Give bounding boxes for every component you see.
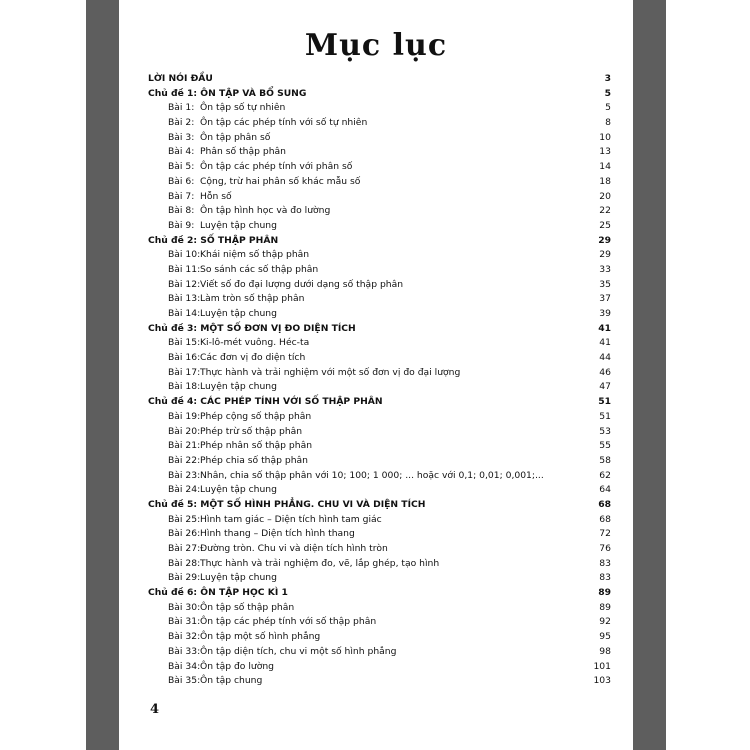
toc-lesson-number: Bài 29: — [168, 572, 201, 584]
toc-page-number: 62 — [599, 469, 611, 481]
toc-lesson-row — [148, 219, 611, 234]
toc-lesson-title: Thực hành và trải nghiệm với một số đơn vị đo đại lượng — [200, 366, 461, 378]
toc-lesson-title: Ôn tập chung — [200, 675, 263, 687]
toc-entry-label — [168, 601, 294, 616]
toc-lesson-number: Bài 18: — [168, 381, 201, 393]
toc-entry-label — [168, 336, 309, 351]
toc-page-number: 89 — [598, 587, 611, 599]
toc-page-number: 46 — [599, 366, 611, 378]
toc-lesson-title: Ôn tập một số hình phẳng — [200, 631, 321, 643]
toc-lesson-title: Ôn tập các phép tính với phân số — [200, 161, 353, 173]
toc-page-number: 29 — [599, 249, 611, 261]
toc-lesson-row — [148, 454, 611, 469]
toc-page-number: 68 — [598, 498, 611, 510]
toc-entry-label — [168, 674, 262, 689]
toc-entry-label: Chủ đề 3: MỘT SỐ ĐƠN VỊ ĐO DIỆN TÍCH — [148, 322, 356, 334]
toc-lesson-title: Các đơn vị đo diện tích — [200, 352, 306, 364]
page-title: Mục lục — [304, 28, 448, 63]
toc-page-number: 76 — [599, 543, 611, 554]
toc-page-number: 72 — [599, 528, 611, 540]
toc-section-row — [148, 395, 611, 410]
page-number: 4 — [150, 702, 160, 717]
toc-entry-label — [168, 131, 270, 146]
toc-lesson-row — [148, 263, 611, 278]
toc-entry-label: Chủ đề 5: MỘT SỐ HÌNH PHẲNG. CHU VI VÀ DIỆN TÍCH — [148, 498, 426, 510]
toc-entry-label — [168, 204, 330, 219]
toc-lesson-number: Bài 22: — [168, 454, 201, 466]
toc-lesson-number: Bài 14: — [168, 308, 201, 319]
toc-lesson-row — [148, 248, 611, 263]
toc-page-number: 53 — [599, 425, 611, 437]
toc-entry-label — [168, 116, 367, 131]
toc-entry-label — [168, 278, 403, 293]
toc-entry-label — [168, 425, 302, 440]
toc-lesson-number: Bài 10: — [168, 249, 201, 261]
toc-page-number: 68 — [599, 513, 611, 525]
toc-lesson-number: Bài 35: — [168, 675, 201, 687]
toc-lesson-title: Ôn tập hình học và đo lường — [200, 205, 331, 217]
toc-lesson-row — [148, 542, 611, 557]
toc-entry-label — [168, 292, 304, 307]
toc-entry-label — [168, 439, 312, 454]
toc-section-row — [148, 586, 611, 601]
toc-lesson-row — [148, 380, 611, 395]
toc-entry-label — [168, 307, 277, 322]
toc-entry-label — [168, 454, 308, 469]
toc-lesson-number: Bài 17: — [168, 366, 201, 378]
toc-lesson-row — [148, 571, 611, 586]
toc-entry-label — [168, 248, 309, 263]
toc-lesson-title: Phép trừ số thập phân — [200, 425, 303, 437]
toc-entry-label: Chủ đề 6: ÔN TẬP HỌC KÌ 1 — [148, 587, 288, 599]
toc-entry-label — [168, 469, 544, 484]
toc-lesson-number: Bài 16: — [168, 352, 201, 364]
toc-lesson-row — [148, 425, 611, 440]
toc-page-number: 5 — [605, 102, 611, 114]
toc-lesson-number: Bài 2: — [168, 117, 195, 129]
toc-entry-label — [168, 557, 439, 572]
toc-lesson-title: Viết số đo đại lượng dưới dạng số thập phân — [200, 278, 404, 290]
toc-page-number: 33 — [599, 263, 611, 275]
toc-lesson-row — [148, 351, 611, 366]
toc-lesson-number: Bài 4: — [168, 146, 195, 158]
toc-page-number: 47 — [599, 381, 611, 393]
toc-page-number: 13 — [599, 146, 611, 158]
toc-lesson-number: Bài 11: — [168, 263, 201, 275]
toc-entry-label — [168, 571, 277, 586]
toc-lesson-row — [148, 190, 611, 205]
toc-page-number: 51 — [599, 410, 611, 422]
toc-lesson-row — [148, 527, 611, 542]
toc-page-number: 98 — [599, 645, 611, 657]
toc-page-number: 20 — [599, 190, 611, 202]
toc-lesson-number: Bài 13: — [168, 293, 201, 305]
toc-page-number: 41 — [599, 337, 611, 349]
toc-lesson-title: Luyện tập chung — [200, 572, 277, 584]
toc-lesson-row — [148, 439, 611, 454]
toc-entry-label — [168, 351, 305, 366]
toc-entry-label — [168, 483, 277, 498]
toc-entry-label — [168, 190, 232, 205]
toc-lesson-row — [148, 630, 611, 645]
document-page — [119, 0, 633, 750]
toc-lesson-title: Ôn tập các phép tính với số tự nhiên — [200, 117, 368, 129]
table-of-contents — [148, 72, 611, 689]
toc-lesson-title: Phân số thập phân — [200, 146, 286, 158]
toc-lesson-title: So sánh các số thập phân — [200, 263, 319, 275]
toc-section-row — [148, 234, 611, 249]
toc-entry-label — [168, 630, 320, 645]
toc-lesson-title: Hình thang – Diện tích hình thang — [200, 528, 355, 540]
toc-lesson-title: Phép nhân số thập phân — [200, 440, 313, 452]
toc-page-number: 83 — [599, 572, 611, 584]
toc-page-number: 8 — [605, 117, 611, 129]
toc-entry-label — [168, 175, 360, 190]
toc-lesson-number: Bài 26: — [168, 528, 201, 540]
toc-lesson-title: Luyện tập chung — [200, 308, 277, 319]
toc-lesson-title: Ôn tập các phép tính với số thập phân — [200, 616, 377, 628]
toc-lesson-row — [148, 366, 611, 381]
toc-entry-label — [168, 615, 376, 630]
toc-page-number: 39 — [599, 308, 611, 319]
toc-lesson-title: Phép cộng số thập phân — [200, 410, 312, 422]
toc-lesson-number: Bài 12: — [168, 278, 201, 290]
toc-page-number: 14 — [599, 161, 611, 173]
toc-entry-label — [168, 660, 274, 675]
toc-lesson-number: Bài 21: — [168, 440, 201, 452]
toc-page-number: 103 — [593, 675, 611, 687]
toc-lesson-row — [148, 307, 611, 322]
toc-lesson-row — [148, 336, 611, 351]
toc-lesson-title: Nhân, chia số thập phân với 10; 100; 1 000; ... hoặc với 0,1; 0,01; 0,001;... — [200, 469, 544, 481]
toc-lesson-row — [148, 204, 611, 219]
toc-section-row — [148, 87, 611, 102]
toc-page-number: 89 — [599, 601, 611, 613]
toc-lesson-row — [148, 645, 611, 660]
toc-page-number: 25 — [599, 219, 611, 231]
toc-page-number: 51 — [598, 396, 611, 408]
toc-lesson-title: Khái niệm số thập phân — [200, 249, 310, 261]
toc-entry-label — [168, 410, 311, 425]
toc-lesson-title: Làm tròn số thập phân — [200, 293, 305, 305]
toc-section-row — [148, 322, 611, 337]
toc-lesson-number: Bài 15: — [168, 337, 201, 349]
toc-lesson-title: Ôn tập số tự nhiên — [200, 102, 286, 114]
toc-page-number: 95 — [599, 631, 611, 643]
toc-entry-label — [168, 219, 277, 234]
toc-page-number: 58 — [599, 454, 611, 466]
toc-lesson-number: Bài 5: — [168, 161, 195, 173]
toc-lesson-number: Bài 33: — [168, 645, 201, 657]
toc-lesson-row — [148, 175, 611, 190]
toc-lesson-number: Bài 19: — [168, 410, 201, 422]
toc-lesson-title: Hỗn số — [200, 190, 232, 202]
toc-entry-label — [168, 263, 318, 278]
toc-entry-label — [168, 145, 286, 160]
toc-lesson-number: Bài 31: — [168, 616, 201, 628]
toc-lesson-row — [148, 160, 611, 175]
toc-entry-label — [168, 101, 285, 116]
toc-lesson-number: Bài 20: — [168, 425, 201, 437]
toc-lesson-number: Bài 6: — [168, 175, 195, 187]
toc-lesson-title: Luyện tập chung — [200, 381, 277, 393]
toc-lesson-row — [148, 116, 611, 131]
right-margin-band — [633, 0, 666, 750]
toc-page-number: 5 — [604, 87, 611, 99]
toc-lesson-number: Bài 24: — [168, 484, 201, 496]
toc-lesson-title: Ki-lô-mét vuông. Héc-ta — [200, 337, 310, 349]
toc-lesson-title: Luyện tập chung — [200, 484, 277, 496]
toc-page-number: 92 — [599, 616, 611, 628]
toc-lesson-number: Bài 3: — [168, 131, 195, 143]
toc-lesson-title: Thực hành và trải nghiệm đo, vẽ, lắp ghép, tạo hình — [200, 557, 440, 569]
toc-lesson-row — [148, 131, 611, 146]
toc-lesson-number: Bài 9: — [168, 219, 195, 231]
toc-entry-label — [168, 542, 388, 557]
toc-entry-label — [168, 645, 396, 660]
toc-page-number: 37 — [599, 293, 611, 305]
toc-entry-label — [168, 527, 355, 542]
toc-lesson-number: Bài 27: — [168, 543, 201, 554]
toc-page-number: 29 — [598, 234, 611, 246]
toc-lesson-number: Bài 30: — [168, 601, 201, 613]
toc-lesson-title: Phép chia số thập phân — [200, 454, 308, 466]
toc-lesson-row — [148, 601, 611, 616]
toc-lesson-row — [148, 101, 611, 116]
toc-lesson-row — [148, 278, 611, 293]
toc-lesson-title: Hình tam giác – Diện tích hình tam giác — [200, 513, 382, 525]
toc-lesson-title: Ôn tập phân số — [200, 131, 271, 143]
toc-lesson-row — [148, 557, 611, 572]
toc-lesson-number: Bài 25: — [168, 513, 201, 525]
toc-lesson-row — [148, 483, 611, 498]
toc-page-number: 64 — [599, 484, 611, 496]
toc-page-number: 41 — [598, 322, 611, 334]
toc-entry-label: Chủ đề 2: SỐ THẬP PHÂN — [148, 234, 279, 246]
toc-lesson-title: Luyện tập chung — [200, 219, 277, 231]
toc-entry-label: LỜI NÓI ĐẦU — [148, 73, 213, 84]
toc-entry-label: Chủ đề 1: ÔN TẬP VÀ BỔ SUNG — [148, 87, 307, 99]
toc-lesson-row — [148, 469, 611, 484]
toc-lesson-number: Bài 8: — [168, 205, 195, 217]
toc-lesson-number: Bài 34: — [168, 660, 201, 672]
toc-lesson-title: Ôn tập đo lường — [200, 660, 274, 672]
toc-lesson-row — [148, 410, 611, 425]
toc-page-number: 35 — [599, 278, 611, 290]
toc-page-number: 55 — [599, 440, 611, 452]
toc-entry-label — [168, 160, 352, 175]
toc-lesson-title: Cộng, trừ hai phân số khác mẫu số — [200, 175, 361, 187]
toc-lesson-row — [148, 292, 611, 307]
toc-lesson-number: Bài 32: — [168, 631, 201, 643]
toc-lesson-number: Bài 1: — [168, 102, 195, 114]
toc-lesson-title: Ôn tập số thập phân — [200, 601, 295, 613]
toc-lesson-row — [148, 660, 611, 675]
toc-page-number: 101 — [593, 660, 611, 672]
toc-lesson-row — [148, 674, 611, 689]
toc-lesson-title: Ôn tập diện tích, chu vi một số hình phẳng — [200, 645, 397, 657]
toc-section-row — [148, 498, 611, 513]
toc-lesson-row — [148, 615, 611, 630]
toc-lesson-number: Bài 28: — [168, 557, 201, 569]
toc-entry-label: Chủ đề 4: CÁC PHÉP TÍNH VỚI SỐ THẬP PHÂN — [148, 396, 383, 408]
toc-lesson-row — [148, 145, 611, 160]
toc-lesson-row — [148, 513, 611, 528]
toc-page-number: 44 — [599, 352, 611, 364]
toc-entry-label — [168, 366, 460, 381]
toc-lesson-title: Đường tròn. Chu vi và diện tích hình tròn — [200, 543, 388, 554]
toc-section-row — [148, 72, 611, 87]
toc-entry-label — [168, 380, 277, 395]
toc-page-number: 22 — [599, 205, 611, 217]
toc-entry-label — [168, 513, 382, 528]
toc-page-number: 18 — [599, 175, 611, 187]
toc-page-number: 83 — [599, 557, 611, 569]
toc-lesson-number: Bài 7: — [168, 190, 195, 202]
left-margin-band — [86, 0, 119, 750]
toc-page-number: 3 — [604, 73, 611, 84]
toc-page-number: 10 — [599, 131, 611, 143]
toc-lesson-number: Bài 23: — [168, 469, 201, 481]
